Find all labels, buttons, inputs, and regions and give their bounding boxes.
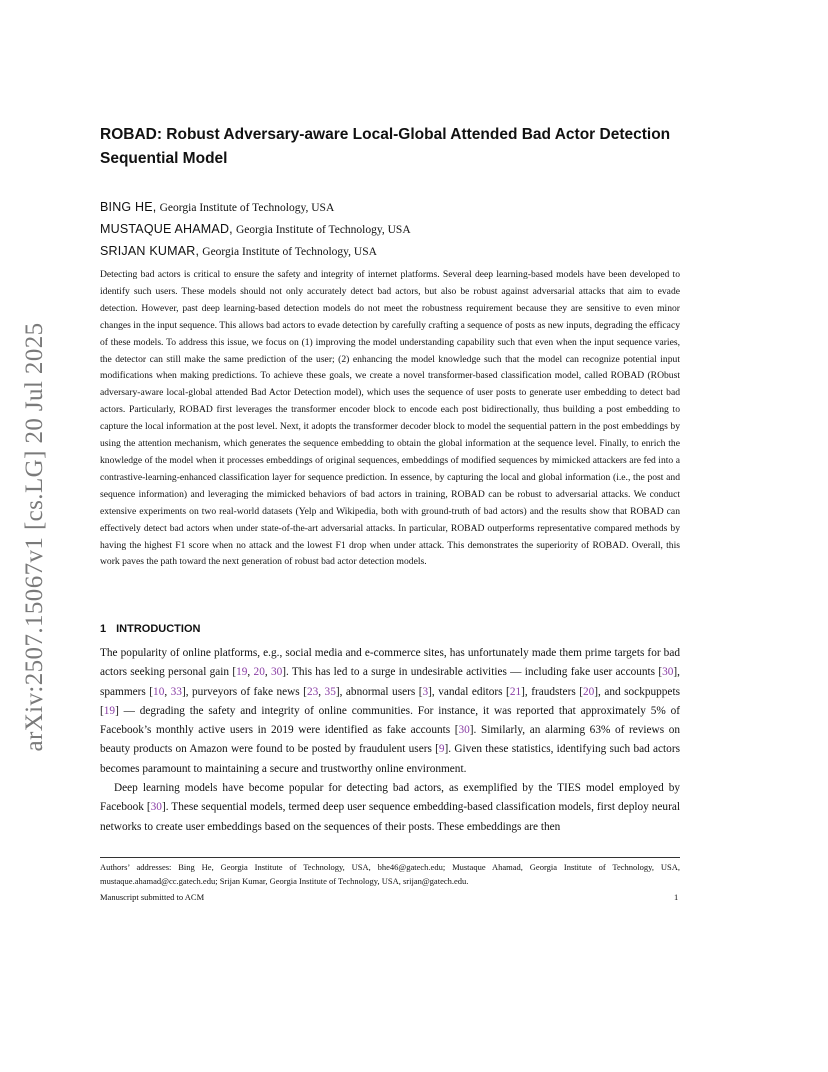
citation-link[interactable]: 9 [438, 743, 445, 756]
citation-link[interactable]: 19 [103, 704, 116, 717]
section-number: 1 [100, 623, 107, 635]
author-addresses-footnote: Authors’ addresses: Bing He, Georgia Institute of Technology, USA, bhe46@gatech.edu; Mustaque Ahamad, Georgia Institute of Technology, USA, mustaque.ahamad@cc.gatech.edu; Srijan Kumar, Georgia Institute of Technology, USA, srijan@gatech.edu. [100, 862, 680, 886]
author-affiliation: Georgia Institute of Technology, USA [159, 202, 335, 214]
citation-link[interactable]: 30 [662, 666, 674, 679]
citation-link[interactable]: 23 [306, 685, 319, 698]
paper-title: ROBAD: Robust Adversary-aware Local-Global Attended Bad Actor Detection Sequential Model [100, 126, 671, 167]
page-number: 1 [674, 892, 679, 902]
citation-link[interactable]: 3 [422, 685, 429, 698]
section-title: INTRODUCTION [116, 623, 201, 635]
author-name: MUSTAQUE AHAMAD, [100, 222, 233, 236]
arxiv-identifier [14, 306, 56, 768]
author-3 [100, 240, 411, 262]
author-name: BING HE, [100, 200, 157, 214]
citation-link[interactable]: 21 [509, 685, 522, 698]
abstract: Detecting bad actors is critical to ensure the safety and integrity of internet platforms. Several deep learning-based models have been developed to identify such users. These models should not only accurately detect bad actors, but also be robust against adversarial attacks that aim to evade detection. However, past deep learning-based detection models do not meet the robustness requirement because they are sensitive to even minor changes in the input sequence. This allows bad actors to evade detection by carefully crafting a sequence of posts as new inputs, degrading the efficacy of these models. To address this issue, we focus on (1) improving the model understanding capability such that even when the input sequence varies, the detector can still make the same prediction of the user; (2) enhancing the model knowledge such that the model can recognize potential input modifications when making predictions. To achieve these goals, we create a novel transformer-based classification model, called ROBAD (RObust adversary-aware local-global attended Bad Actor Detection model), which uses the sequence of user posts to generate user embedding to detect bad actors. Particularly, ROBAD first leverages the transformer encoder block to encode each post bidirectionally, thus building a post embedding to capture the local information at the post level. Next, it adopts the transformer decoder block to model the sequential pattern in the post embeddings by using the attention mechanism, which generates the sequence embedding to obtain the global information at the sequence level. Finally, to enrich the knowledge of the model when it processes embeddings of original sequences, embeddings of modified sequences by mimicked attackers are fed into a contrastive-learning-enhanced classification layer for sequence prediction. In essence, by capturing the local and global information (i.e., the post and sequence information) and leveraging the mimicked behaviors of bad actors in training, ROBAD can be robust to adversarial attacks. We conduct extensive experiments on two real-world datasets (Yelp and Wikipedia, both with ground-truth of bad actors) and the results show that ROBAD can effectively detect bad actors when under state-of-the-art adversarial attacks. In particular, ROBAD outperforms representative compared methods by having the highest F1 score when no attack and the lowest F1 drop when under attack. This demonstrates the superiority of ROBAD. Overall, this work paves the path toward the next generation of robust bad actor detection models. [100, 269, 680, 568]
section-heading [100, 623, 200, 635]
citation-link[interactable]: 33 [170, 685, 182, 698]
author-1 [100, 196, 411, 218]
citation-link[interactable]: 20 [582, 685, 595, 698]
citation-link[interactable]: 10 [153, 685, 165, 698]
author-name: SRIJAN KUMAR, [100, 244, 200, 258]
citation-link[interactable]: 19 [236, 666, 248, 679]
intro-paragraph-1: The popularity of online platforms, e.g., social media and e-commerce sites, has unfortunately made them prime targets for bad actors seeking personal gain [19, 20, 30]. This has led to a surge in undesirable activities — including fake user accounts [30], spammers [10, 33], purveyors of fake news [23, 35], abnormal users [3], vandal editors [21], fraudsters [20], and sockpuppets [19] — degrading the safety and integrity of online communities. For instance, it was reported that approximately 5% of Facebook’s monthly active users in 2019 were identified as fake accounts [30]. Similarly, an alarming 63% of reviews on beauty products on Amazon were found to be posted by fraudulent users [9]. Given these statistics, identifying such bad actors becomes paramount to maintaining a secure and trustworthy online environment. [100, 647, 681, 775]
citation-link[interactable]: 30 [270, 666, 283, 679]
author-2 [100, 218, 411, 240]
manuscript-note: Manuscript submitted to ACM [100, 892, 205, 902]
author-affiliation: Georgia Institute of Technology, USA [202, 246, 377, 258]
citation-link[interactable]: 30 [150, 801, 162, 814]
arxiv-id-text: arXiv:2507.15067v1 [cs.LG] 20 Jul 2025 [21, 322, 48, 752]
citation-link[interactable]: 20 [253, 666, 265, 679]
intro-paragraph-2: Deep learning models have become popular for detecting bad actors, as exemplified by the TIES model employed by Facebook [30]. These sequential models, termed deep user sequence embedding-based classification models, first deploy neural networks to create user embeddings based on the sequences of their posts. These embeddings are then [100, 782, 680, 833]
citation-link[interactable]: 30 [458, 724, 470, 737]
footnote-divider [100, 857, 680, 858]
author-affiliation: Georgia Institute of Technology, USA [235, 224, 411, 236]
intro-body [100, 644, 680, 837]
citation-link[interactable]: 35 [324, 685, 336, 698]
author-list [100, 196, 411, 262]
